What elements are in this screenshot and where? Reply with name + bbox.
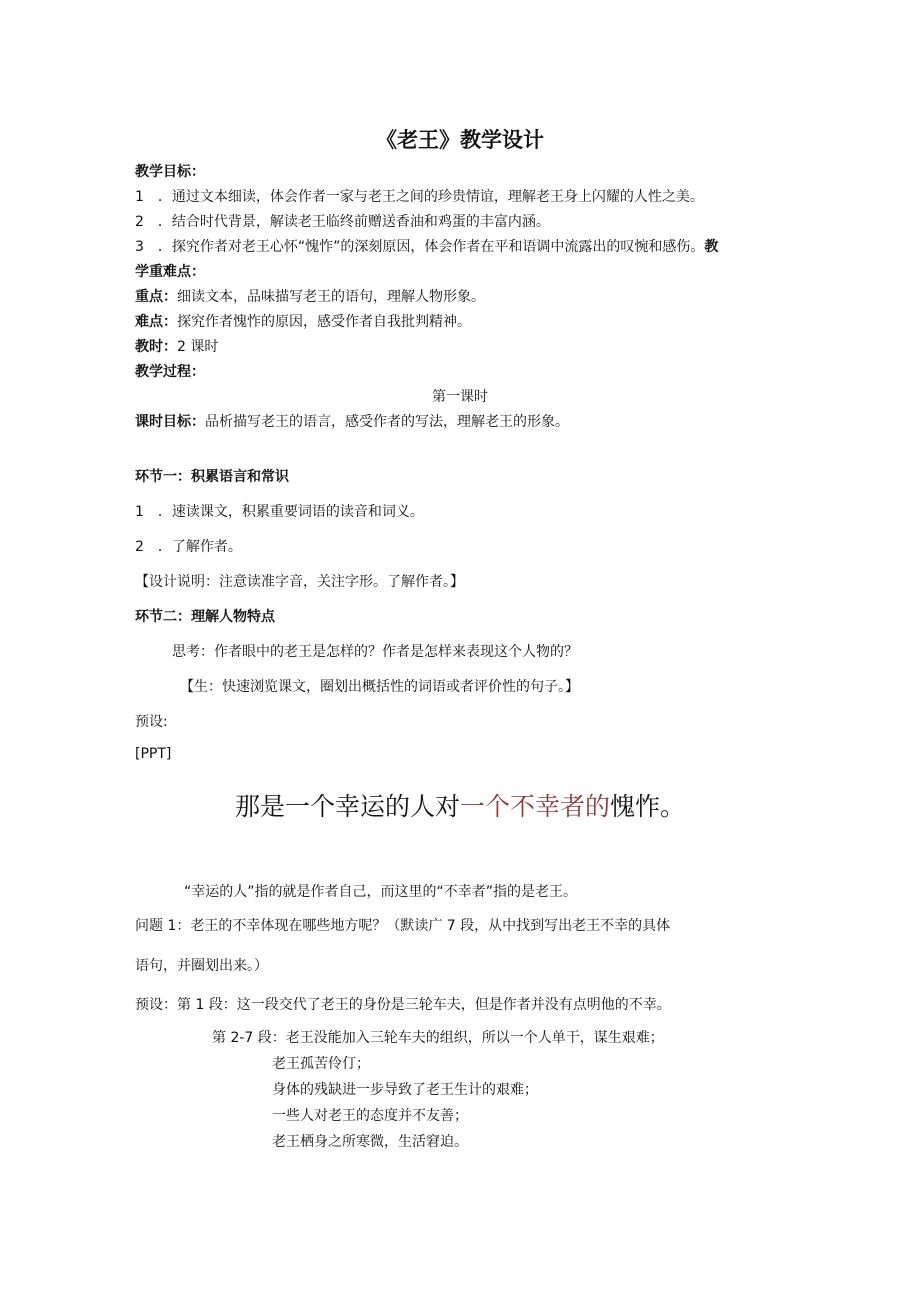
answer-paragraph-2: 第 2-7 段：老王没能加入三轮车夫的组织，所以一个人单干，谋生艰难； [212, 1030, 664, 1046]
explanation: “幸运的人”指的就是作者自己，而这里的“不幸者”指的是老王。 [184, 884, 578, 900]
difficulty-point [135, 313, 471, 331]
difficulty-heading-start: 教 [704, 239, 719, 255]
answer-paragraph-1: 预设：第 1 段：这一段交代了老王的身份是三轮车夫，但是作者并没有点明他的不幸。 [135, 997, 671, 1013]
section1-item: 2 ．了解作者。 [135, 539, 242, 555]
key-point-label: 重点： [135, 289, 177, 305]
lesson-goal-label: 课时目标： [135, 414, 205, 430]
answer-subitem: 身体的残缺进一步导致了老王生计的艰难； [272, 1082, 538, 1098]
preset-label: 预设: [135, 714, 168, 730]
process-heading: 教学过程： [135, 364, 205, 380]
ppt-quote-part: 愧怍。 [610, 792, 686, 821]
objective-item [135, 238, 718, 256]
difficulty-heading-end: 学重难点： [135, 264, 205, 280]
objective-item: 2 ．结合时代背景，解读老王临终前赠送香油和鸡蛋的丰富内涵。 [135, 214, 550, 230]
key-point-text: 细读文本，品味描写老王的语句，理解人物形象。 [177, 289, 485, 305]
think-question: 思考：作者眼中的老王是怎样的？作者是怎样来表现这个人物的？ [172, 644, 578, 660]
ppt-quote-highlight: 一个不幸者的 [459, 792, 610, 821]
lesson-one-heading: 第一课时 [432, 389, 488, 405]
hours-label: 教时： [135, 339, 177, 355]
question-1: 问题 1：老王的不幸体现在哪些地方呢？（默读广 7 段，从中找到写出老王不幸的具体 [135, 918, 671, 934]
section1-note: 【设计说明：注意读准字音，关注字形。了解作者。】 [135, 574, 464, 590]
key-point [135, 288, 485, 306]
ppt-quote [0, 790, 920, 824]
teaching-hours [135, 338, 218, 356]
section1-heading: 环节一：积累语言和常识 [135, 469, 289, 485]
section2-heading: 环节二：理解人物特点 [135, 609, 275, 625]
answer-subitem: 老王栖身之所寒微，生活窘迫。 [272, 1134, 468, 1150]
section1-item: 1 ．速读课文，积累重要词语的读音和词义。 [135, 504, 424, 520]
student-task: 【生：快速浏览课文，圈划出概括性的词语或者评价性的句子。】 [180, 679, 579, 695]
objectives-heading: 教学目标： [135, 164, 205, 180]
ppt-quote-part: 那是一个幸运的人对 [234, 792, 460, 821]
question-1-continued: 语句，并圈划出来。） [135, 958, 268, 974]
objective-item: 1 ．通过文本细读，体会作者一家与老王之间的珍贵情谊，理解老王身上闪耀的人性之美。 [135, 189, 704, 205]
difficulty-label: 难点： [135, 314, 177, 330]
lesson-goal-text: 品析描写老王的语言，感受作者的写法，理解老王的形象。 [205, 414, 569, 430]
answer-subitem: 一些人对老王的态度并不友善； [272, 1108, 468, 1124]
objective-text: 3 ．探究作者对老王心怀“愧怍”的深刻原因，体会作者在平和语调中流露出的叹惋和感伤。 [135, 239, 705, 255]
answer-subitem: 老王孤苦伶仃； [272, 1056, 370, 1072]
document-title: 《老王》教学设计 [376, 128, 544, 152]
lesson-goal [135, 413, 569, 431]
ppt-tag: [PPT] [135, 746, 172, 762]
hours-text: 2 课时 [177, 339, 219, 355]
difficulty-text: 探究作者愧怍的原因，感受作者自我批判精神。 [177, 314, 471, 330]
